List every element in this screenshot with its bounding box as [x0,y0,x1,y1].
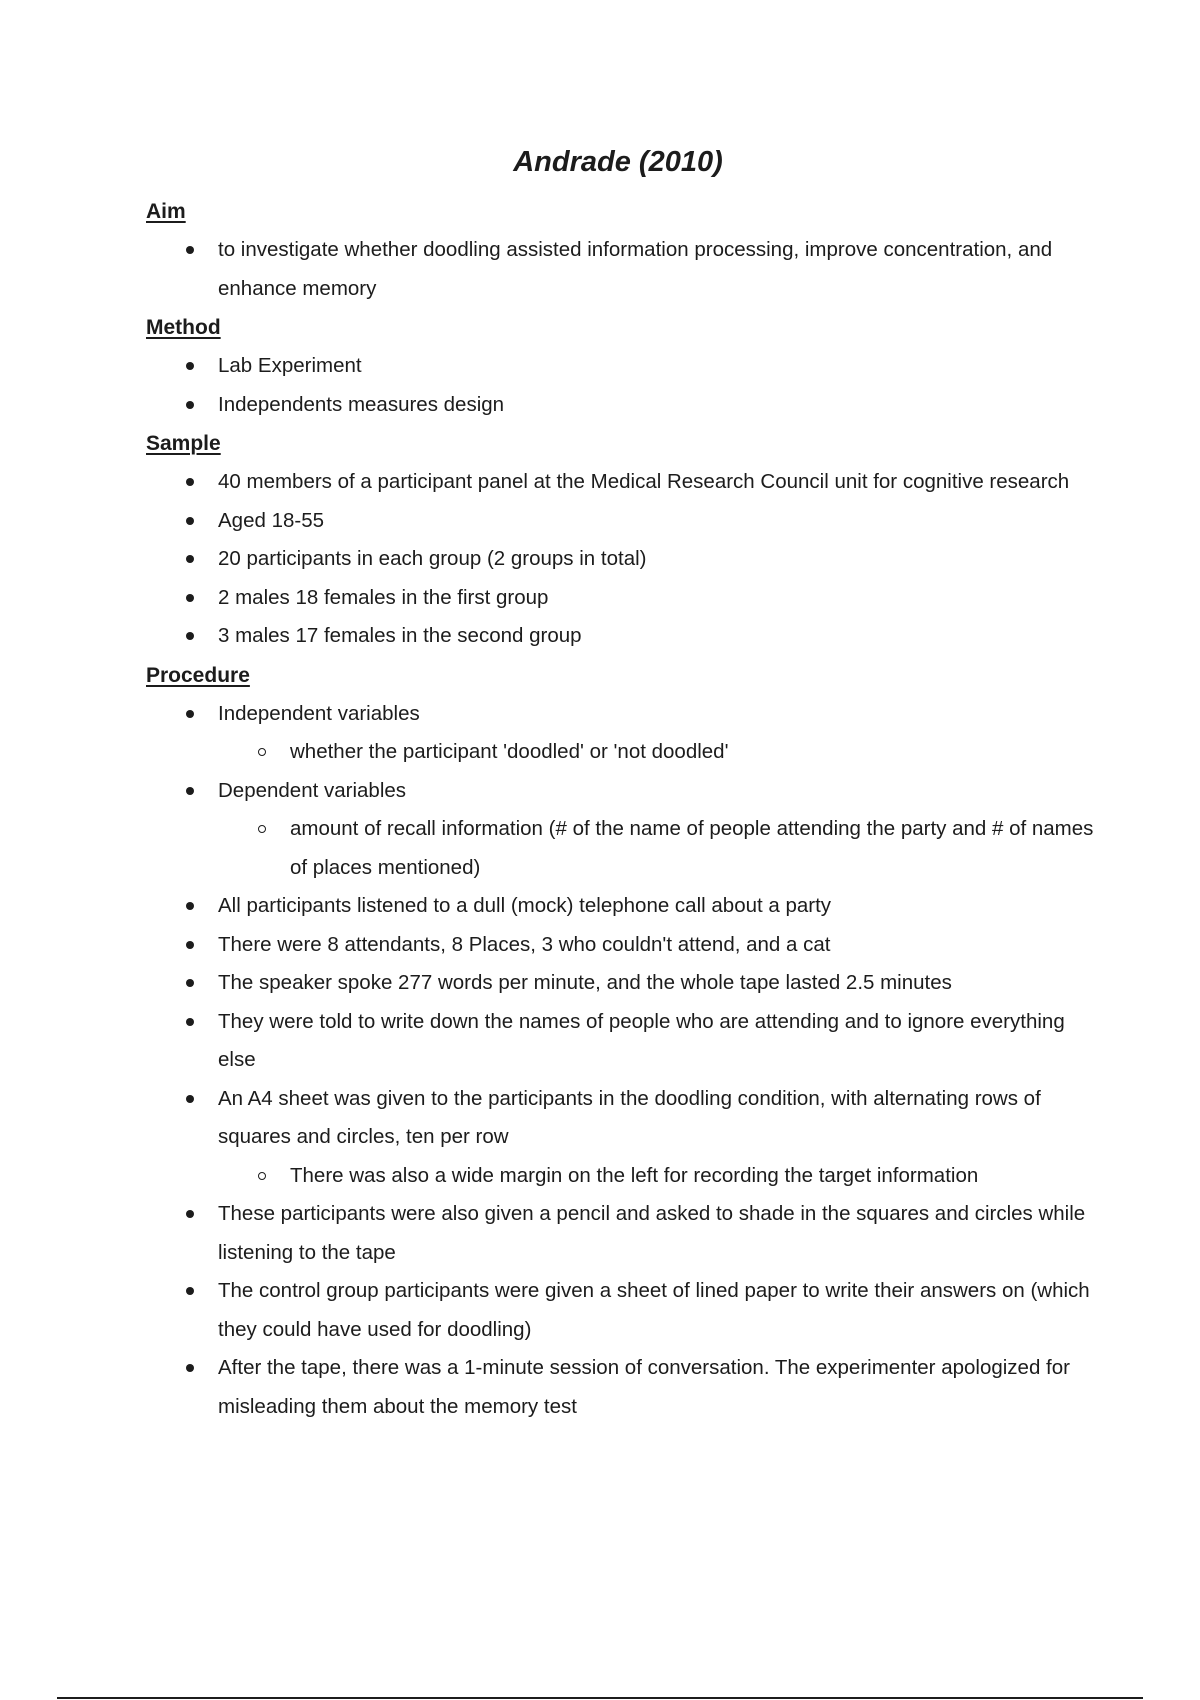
aim-section [146,192,1106,308]
footer-divider [57,1697,1143,1699]
procedure-item: All participants listened to a dull (mock) telephone call about a party [146,887,1106,926]
document-body [146,192,1106,1426]
procedure-item: These participants were also given a pencil and asked to shade in the squares and circles while listening to the tape [146,1195,1106,1272]
procedure-list [146,695,1106,1427]
sample-list [146,463,1106,656]
method-heading: Method [146,316,221,339]
sample-item: 20 participants in each group (2 groups in total) [146,540,1106,579]
method-item: Independents measures design [146,386,1106,425]
procedure-item: The control group participants were given a sheet of lined paper to write their answers on (which they could have used for doodling) [146,1272,1106,1349]
procedure-heading: Procedure [146,663,250,687]
method-section [146,308,1106,424]
procedure-item: They were told to write down the names of people who are attending and to ignore everything else [146,1003,1106,1080]
procedure-item: The speaker spoke 277 words per minute, and the whole tape lasted 2.5 minutes [146,964,1106,1003]
sample-item: 2 males 18 females in the first group [146,579,1106,618]
document-title: Andrade (2010) [513,146,723,178]
sample-item: 3 males 17 females in the second group [146,617,1106,656]
method-item: Lab Experiment [146,347,1106,386]
procedure-item: Independent variables [146,695,1106,734]
procedure-item: An A4 sheet was given to the participants in the doodling condition, with alternating rows of squares and circles, ten per row [146,1080,1106,1157]
procedure-item: After the tape, there was a 1-minute session of conversation. The experimenter apologized for misleading them about the memory test [146,1349,1106,1426]
procedure-subitem: There was also a wide margin on the left for recording the target information [146,1157,1106,1196]
aim-item: to investigate whether doodling assisted information processing, improve concentration, and enhance memory [146,231,1106,308]
procedure-subitem: amount of recall information (# of the name of people attending the party and # of names of places mentioned) [146,810,1106,887]
sample-item: Aged 18-55 [146,502,1106,541]
procedure-subitem: whether the participant 'doodled' or 'not doodled' [146,733,1106,772]
sample-section [146,424,1106,656]
sample-item: 40 members of a participant panel at the Medical Research Council unit for cognitive research [146,463,1106,502]
sample-heading: Sample [146,432,221,455]
aim-heading: Aim [146,200,186,223]
procedure-section [146,656,1106,1427]
method-list [146,347,1106,424]
aim-list [146,231,1106,308]
procedure-item: There were 8 attendants, 8 Places, 3 who couldn't attend, and a cat [146,926,1106,965]
procedure-item: Dependent variables [146,772,1106,811]
